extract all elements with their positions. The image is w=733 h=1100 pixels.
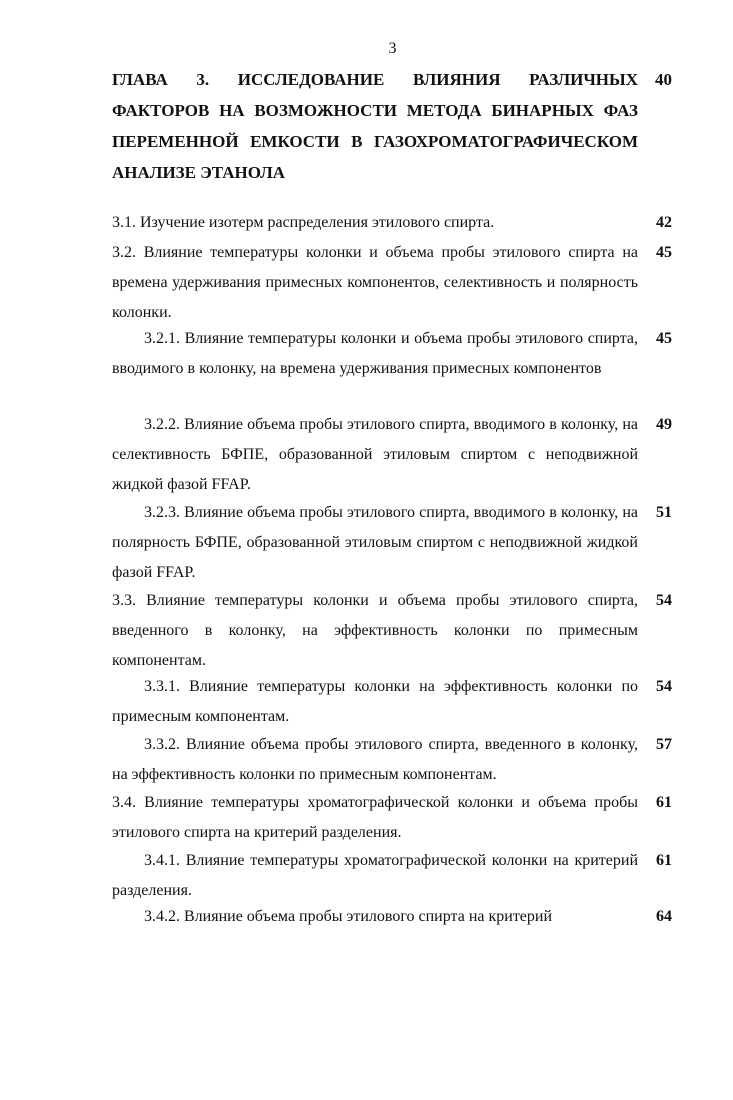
toc-chapter-title: ГЛАВА 3. ИССЛЕДОВАНИЕ ВЛИЯНИЯ РАЗЛИЧНЫХ ФАКТОРОВ НА ВОЗМОЖНОСТИ МЕТОДА БИНАРНЫХ ФАЗ ПЕРЕМЕННОЙ ЕМКОСТИ В ГАЗОХРОМАТОГРАФИЧЕСКОМ АНАЛИЗЕ ЭТАНОЛА [112,70,638,182]
toc-entry-text: 3.2.3. Влияние объема пробы этилового спирта, вводимого в колонку, на полярность БФПЕ, образованной этиловым спиртом с неподвижной жидкой фазой FFAP. [112,504,638,581]
toc-entry-page: 49 [656,416,672,433]
toc-entry-page: 45 [656,244,672,261]
toc-entry-page: 64 [656,908,672,925]
toc-entry-3-4-1 [112,846,672,906]
toc-entry-3-3 [112,586,672,676]
toc-entry-page: 45 [656,330,672,347]
toc-entry-text: 3.2.2. Влияние объема пробы этилового спирта, вводимого в колонку, на селективность БФПЕ, образованной этиловым спиртом с неподвижной жидкой фазой FFAP. [112,416,638,493]
toc-entry-page: 51 [656,504,672,521]
toc-entry-page: 54 [656,592,672,609]
toc-entry-3-2 [112,238,672,328]
toc-entry-page: 61 [656,794,672,811]
toc-entry-text: 3.2.1. Влияние температуры колонки и объема пробы этилового спирта, вводимого в колонку, на времена удерживания примесных компонентов [112,330,638,377]
toc-entry-3-2-1 [112,324,672,384]
toc-entry-3-1 [112,208,672,238]
toc-entry-text: 3.3.2. Влияние объема пробы этилового спирта, введенного в колонку, на эффективность колонки по примесным компонентам. [112,736,638,783]
toc-entry-text: 3.3.1. Влияние температуры колонки на эффективность колонки по примесным компонентам. [112,678,638,725]
toc-entry-3-4-2 [112,902,672,932]
toc-entry-page: 54 [656,678,672,695]
toc-entry-text: 3.4.1. Влияние температуры хроматографической колонки на критерий разделения. [112,852,638,899]
toc-entry-3-2-3 [112,498,672,588]
toc-entry-3-4 [112,788,672,848]
toc-chapter-page: 40 [655,70,672,89]
toc-entry-text: 3.1. Изучение изотерм распределения этилового спирта. [112,214,495,231]
toc-entry-text: 3.3. Влияние температуры колонки и объема пробы этилового спирта, введенного в колонку, на эффективность колонки по примесным компонентам. [112,592,638,669]
toc-entry-3-3-2 [112,730,672,790]
toc-entry-text: 3.2. Влияние температуры колонки и объема пробы этилового спирта на времена удерживания примесных компонентов, селективность и полярность колонки. [112,244,638,321]
page-number: 3 [388,40,397,57]
toc-entry-page: 42 [656,214,672,231]
toc-entry-text: 3.4.2. Влияние объема пробы этилового спирта на критерий [144,908,553,925]
toc-entry-text: 3.4. Влияние температуры хроматографической колонки и объема пробы этилового спирта на критерий разделения. [112,794,638,841]
toc-entry-3-2-2 [112,410,672,500]
toc-entry-page: 61 [656,852,672,869]
toc-chapter-3 [112,64,672,188]
toc-entry-page: 57 [656,736,672,753]
toc-entry-3-3-1 [112,672,672,732]
